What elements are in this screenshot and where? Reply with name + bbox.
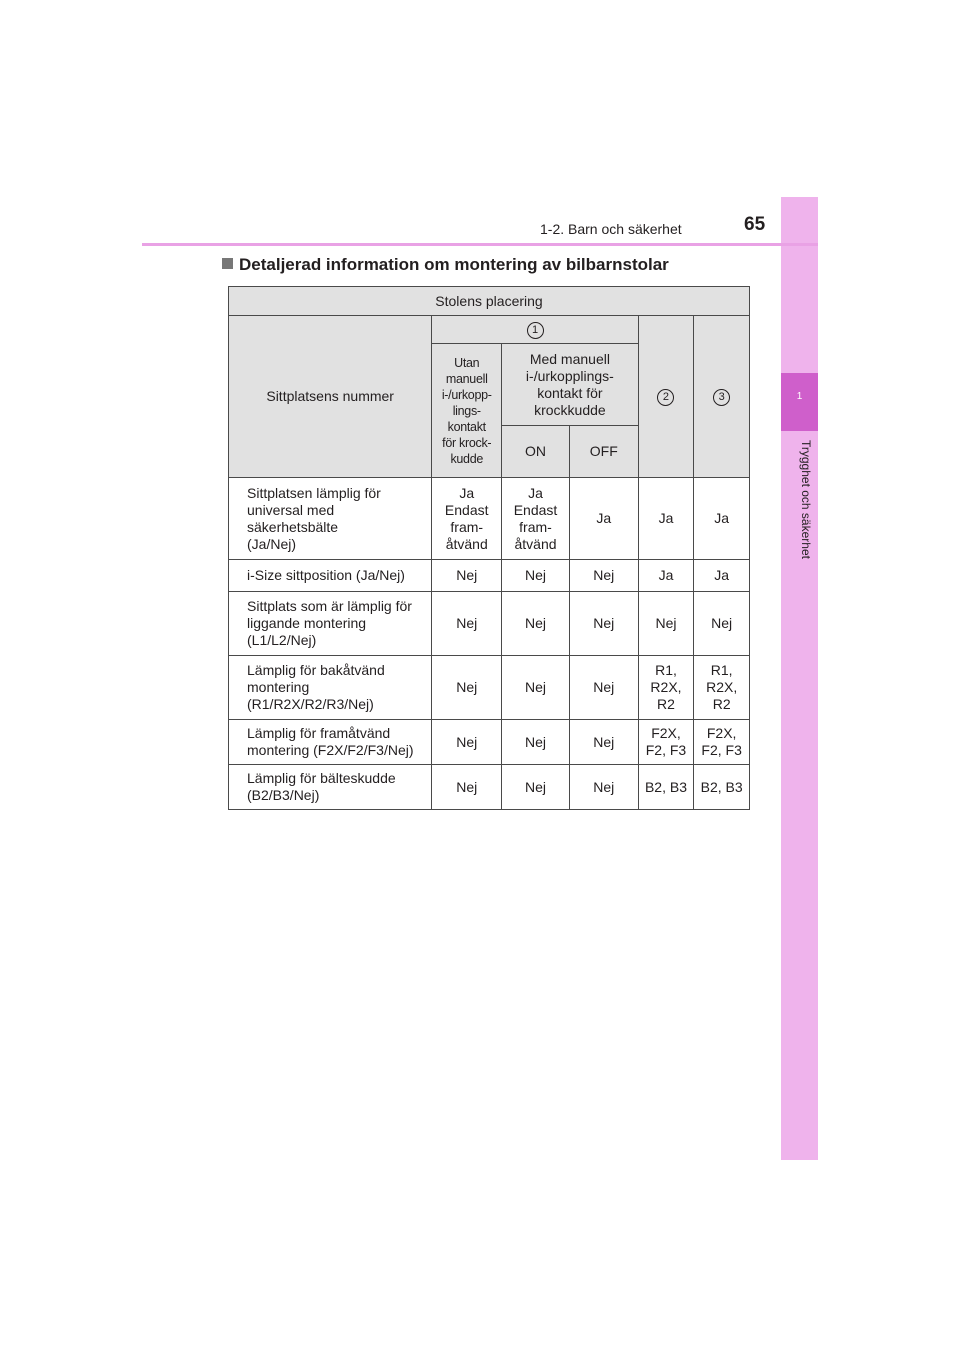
table-row (229, 592, 750, 656)
running-head: 1-2. Barn och säkerhet (540, 221, 682, 237)
table-row (229, 560, 750, 592)
row-label: i-Size sittposition (Ja/Nej) (229, 560, 432, 592)
chapter-number: 1 (796, 391, 803, 402)
table-cell: Nej (569, 656, 638, 720)
col-1-header (432, 316, 638, 344)
without-switch-header: Utan manuell i-/urkopp- lings- kontakt för krock- kudde (432, 344, 502, 478)
table-cell: Nej (569, 765, 638, 810)
page-number: 65 (744, 214, 766, 235)
table-row (229, 478, 750, 560)
table-cell: Ja (569, 478, 638, 560)
row-label: Sittplats som är lämplig för liggande montering (L1/L2/Nej) (229, 592, 432, 656)
seat-suitability-table (228, 286, 750, 810)
table-cell: Nej (502, 560, 570, 592)
table-cell: Nej (569, 720, 638, 765)
table-cell: B2, B3 (694, 765, 750, 810)
section-title (222, 255, 669, 275)
chapter-side-tab-active[interactable] (781, 373, 818, 431)
section-title-text: Detaljerad information om montering av bilbarnstolar (239, 255, 669, 274)
circled-number-3: 3 (713, 389, 730, 406)
table-cell: Nej (638, 592, 694, 656)
table-cell: Nej (432, 560, 502, 592)
table-cell: Nej (432, 656, 502, 720)
row-label: Lämplig för bälteskudde (B2/B3/Nej) (229, 765, 432, 810)
table-cell: Nej (502, 656, 570, 720)
chapter-side-tab (781, 197, 818, 1160)
table-row (229, 720, 750, 765)
header-rule (142, 243, 818, 246)
table-cell: Ja Endast fram- åtvänd (502, 478, 570, 560)
table-cell: F2X, F2, F3 (638, 720, 694, 765)
table-cell: B2, B3 (638, 765, 694, 810)
circled-number-2: 2 (657, 389, 674, 406)
seat-number-header: Sittplatsens nummer (229, 316, 432, 478)
square-bullet-icon (222, 258, 233, 269)
table-cell: Ja (694, 560, 750, 592)
table-cell: Ja (638, 478, 694, 560)
table-cell: Nej (502, 720, 570, 765)
table-row (229, 765, 750, 810)
table-cell: Nej (694, 592, 750, 656)
table-cell: Nej (432, 720, 502, 765)
table-cell: Nej (569, 560, 638, 592)
table-cell: Nej (432, 765, 502, 810)
circled-number-1: 1 (527, 322, 544, 339)
table-cell: R1, R2X, R2 (638, 656, 694, 720)
table-cell: Nej (502, 765, 570, 810)
table-cell: R1, R2X, R2 (694, 656, 750, 720)
on-header: ON (502, 426, 570, 478)
col-2-header (638, 316, 694, 478)
table-cell: F2X, F2, F3 (694, 720, 750, 765)
table-cell: Nej (569, 592, 638, 656)
table-row (229, 656, 750, 720)
seat-position-header: Stolens placering (229, 287, 750, 316)
table-cell: Nej (502, 592, 570, 656)
row-label: Lämplig för framåtvänd montering (F2X/F2/F3/Nej) (229, 720, 432, 765)
row-label: Sittplatsen lämplig för universal med säkerhetsbälte (Ja/Nej) (229, 478, 432, 560)
off-header: OFF (569, 426, 638, 478)
table-body (229, 478, 750, 810)
table-cell: Ja Endast fram- åtvänd (432, 478, 502, 560)
row-label: Lämplig för bakåtvänd montering (R1/R2X/R2/R3/Nej) (229, 656, 432, 720)
chapter-label: Trygghet och säkerhet (799, 440, 813, 559)
table-cell: Ja (638, 560, 694, 592)
table-cell: Nej (432, 592, 502, 656)
with-switch-header: Med manuell i-/urkopplings- kontakt för krockkudde (502, 344, 639, 426)
table-cell: Ja (694, 478, 750, 560)
col-3-header (694, 316, 750, 478)
